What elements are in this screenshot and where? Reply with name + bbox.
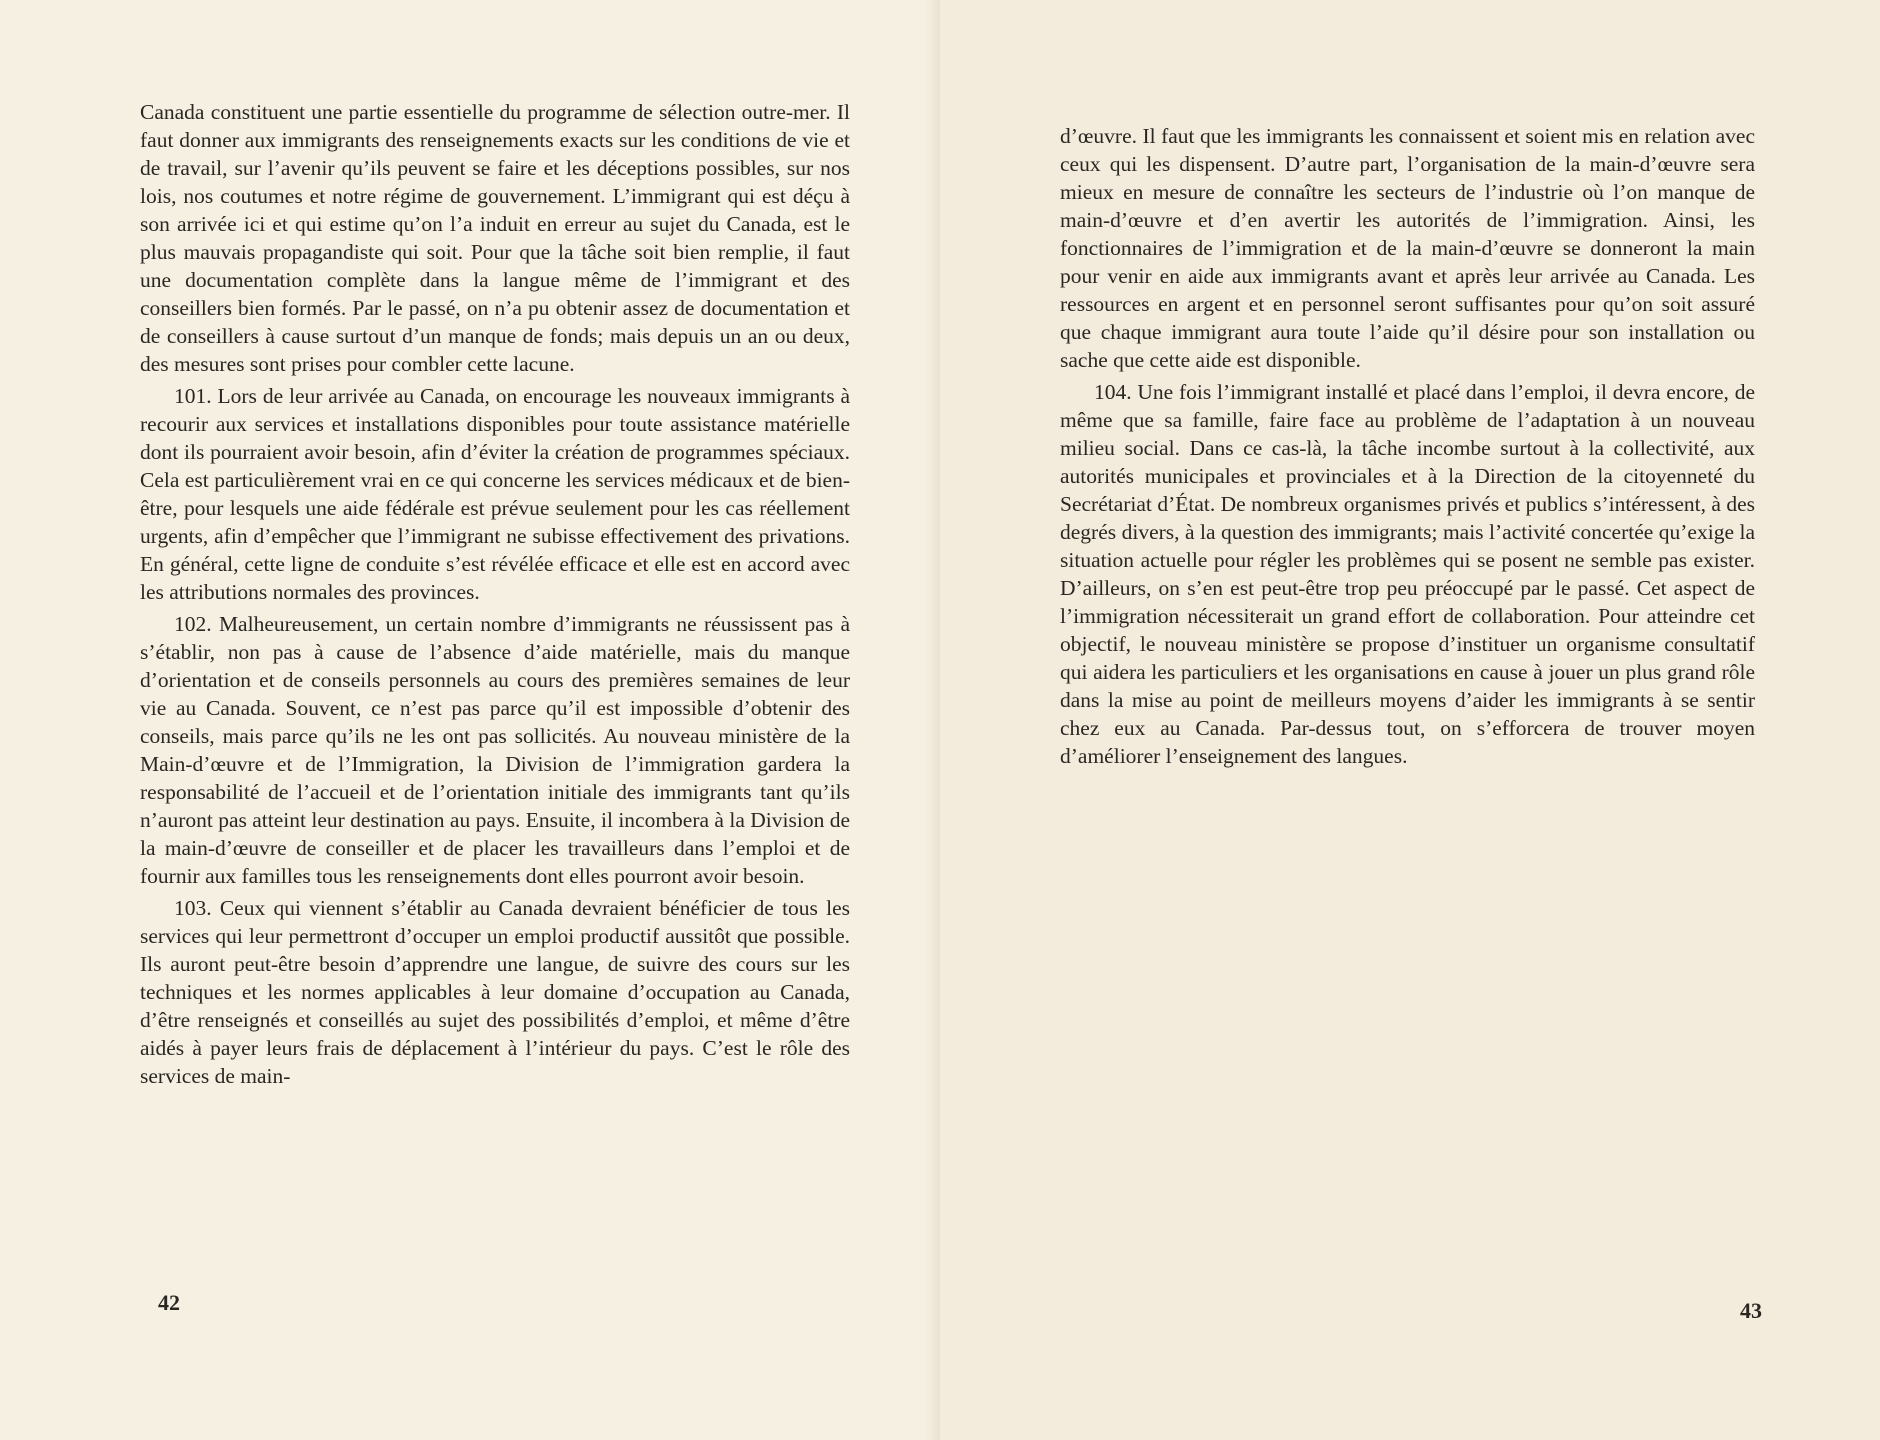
paragraph-number: 104. [1094, 380, 1132, 404]
page-number-left: 42 [158, 1290, 180, 1315]
paragraph-103 [140, 894, 850, 1090]
paragraph-text: Une fois l’immigrant installé et placé dans l’emploi, il devra encore, de même que sa famille, faire face au problème de l’adaptation à un nouveau milieu social. Dans ce cas-là, la tâche incombe surtout à la collectivité, aux autorités municipales et provinciales et à la Direction de la citoyenneté du Secrétariat d’État. De nombreux organismes privés et publics s’intéressent, à des degrés divers, à la question des immigrants; mais l’activité concertée qu’exige la situation actuelle pour régler les problèmes qui se posent ne semble pas exister. D’ailleurs, on s’en est peut-être trop peu préoccupé par le passé. Cet aspect de l’immigration nécessiterait un grand effort de collaboration. Pour atteindre cet objectif, le nouveau ministère se propose d’instituer un organisme consultatif qui aidera les particuliers et les organisations en cause à jouer un plus grand rôle dans la mise au point de meilleurs moyens d’aider les immigrants à se sentir chez eux au Canada. Par-dessus tout, on s’efforcera de trouver moyen d’améliorer l’enseignement des langues. [1060, 380, 1755, 768]
right-page [940, 0, 1880, 1440]
paragraph-text: Malheureusement, un certain nombre d’immigrants ne réussissent pas à s’établir, non pas à cause de l’absence d’aide matérielle, mais du manque d’orientation et de conseils personnels au cours des premières semaines de leur vie au Canada. Souvent, ce n’est pas parce qu’il est impossible d’obtenir des conseils, mais parce qu’ils ne les ont pas sollicités. Au nouveau ministère de la Main-d’œuvre et de l’Immigration, la Division de l’immigration gardera la responsabilité de l’accueil et de l’orientation initiale des immigrants tant qu’ils n’auront pas atteint leur destination au pays. Ensuite, il incombera à la Division de la main-d’œuvre de conseiller et de placer les travailleurs dans l’emploi et de fournir aux familles tous les renseignements dont elles pourront avoir besoin. [140, 612, 850, 888]
paragraph-number: 103. [174, 896, 212, 920]
paragraph-text: Canada constituent une partie essentielle du programme de sélection outre-mer. Il faut donner aux immigrants des renseignements exacts sur les conditions de vie et de travail, sur l’avenir qu’ils peuvent se faire et les déceptions possibles, sur nos lois, nos coutumes et notre régime de gouvernement. L’immigrant qui est déçu à son arrivée ici et qui estime qu’on l’a induit en erreur au sujet du Canada, est le plus mauvais propagandiste qui soit. Pour que la tâche soit bien remplie, il faut une documentation complète dans la langue même de l’immigrant et des conseillers bien formés. Par le passé, on n’a pu obtenir assez de documentation et de conseillers à cause surtout d’un manque de fonds; mais depuis un an ou deux, des mesures sont prises pour combler cette lacune. [140, 100, 850, 376]
paragraph-101 [140, 382, 850, 606]
paragraph-102 [140, 610, 850, 890]
paragraph-text: d’œuvre. Il faut que les immigrants les connaissent et soient mis en relation avec ceux qui les dispensent. D’autre part, l’organisation de la main-d’œuvre sera mieux en mesure de connaître les secteurs de l’industrie où l’on manque de main-d’œuvre et d’en avertir les autorités de l’immigration. Ainsi, les fonctionnaires de l’immigration et de la main-d’œuvre se donneront la main pour venir en aide aux immigrants avant et après leur arrivée au Canada. Les ressources en argent et en personnel seront suffisantes pour qu’on soit assuré que chaque immigrant aura toute l’aide qu’il désire pour son installation ou sache que cette aide est disponible. [1060, 124, 1755, 372]
paragraph-continuation [140, 98, 850, 378]
paragraph-continuation [1060, 122, 1755, 374]
paragraph-number: 102. [174, 612, 212, 636]
right-page-body [1060, 122, 1755, 774]
paragraph-text: Ceux qui viennent s’établir au Canada devraient bénéficier de tous les services qui leur permettront d’occuper un emploi productif aussitôt que possible. Ils auront peut-être besoin d’apprendre une langue, de suivre des cours sur les techniques et les normes applicables à leur domaine d’occupation au Canada, d’être renseignés et conseillés au sujet des possibilités d’emploi, et même d’être aidés à payer leurs frais de déplacement à l’intérieur du pays. C’est le rôle des services de main- [140, 896, 851, 1088]
paragraph-text: Lors de leur arrivée au Canada, on encourage les nouveaux immigrants à recourir aux services et installations disponibles pour toute assistance matérielle dont ils pourraient avoir besoin, afin d’éviter la création de programmes spéciaux. Cela est particulièrement vrai en ce qui concerne les services médicaux et de bien-être, pour lesquels une aide fédérale est prévue seulement pour les cas réellement urgents, afin d’empêcher que l’immigrant ne subisse effectivement des privations. En général, cette ligne de conduite s’est révélée efficace et elle est en accord avec les attributions normales des provinces. [140, 384, 850, 604]
paragraph-number: 101. [174, 384, 212, 408]
paragraph-104 [1060, 378, 1755, 770]
page-number-right: 43 [1740, 1298, 1762, 1323]
left-page-body [140, 98, 850, 1094]
